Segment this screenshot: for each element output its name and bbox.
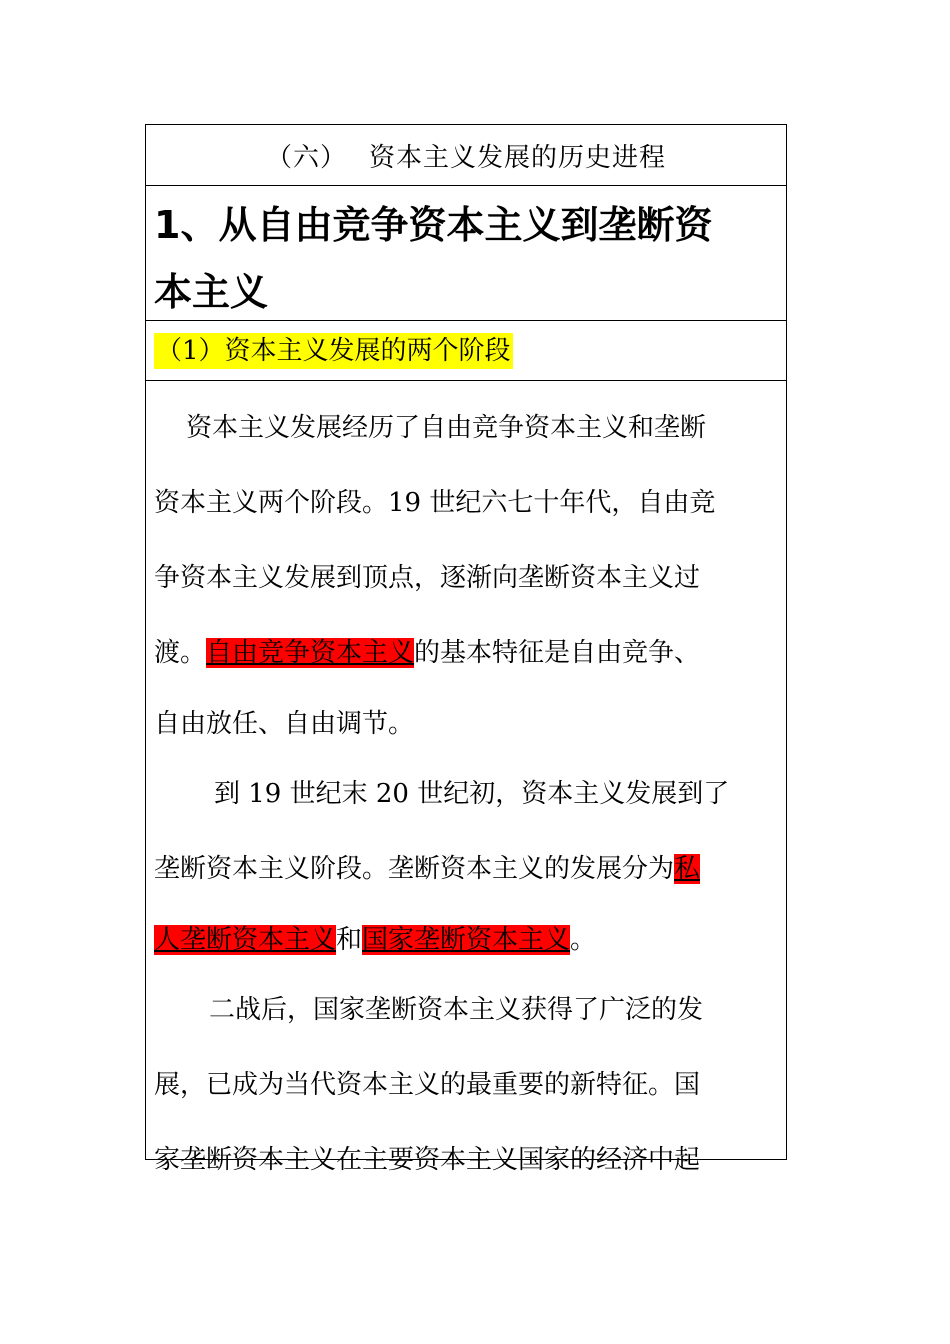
paragraph2-line-1: 到 19 世纪末 20 世纪初，资本主义发展到了 xyxy=(214,779,730,809)
body-row xyxy=(146,381,786,1198)
subheading-highlight: （1）资本主义发展的两个阶段 xyxy=(154,333,513,369)
paragraph1-line-5: 自由放任、自由调节。 xyxy=(154,709,415,739)
highlight-free-competition: 自由竞争资本主义 xyxy=(206,638,415,668)
paragraph1-line-3: 争资本主义发展到顶点，逐渐向垄断资本主义过 xyxy=(154,563,701,593)
highlight-state-monopoly: 国家垄断资本主义 xyxy=(362,925,571,955)
paragraph2-line-3 xyxy=(154,907,778,973)
paragraph2-line-3-mid: 和 xyxy=(336,925,363,955)
main-heading-line-2: 本主义 xyxy=(154,270,269,314)
paragraph1-line-1: 资本主义发展经历了自由竞争资本主义和垄断 xyxy=(186,413,707,443)
subheading-row xyxy=(146,321,786,381)
highlight-private-start: 私 xyxy=(674,854,701,884)
section-title-row xyxy=(146,125,786,186)
section-number: （六） xyxy=(265,142,347,173)
paragraph2-line-3-suffix: 。 xyxy=(570,925,597,955)
paragraph3-line-2: 展，已成为当代资本主义的最重要的新特征。国 xyxy=(154,1070,701,1100)
main-heading-row xyxy=(146,186,786,321)
paragraph2-line-2 xyxy=(154,832,778,907)
main-heading-line-1: 1、从自由竞争资本主义到垄断资 xyxy=(154,203,713,247)
paragraph1-line-2: 资本主义两个阶段。19 世纪六七十年代，自由竞 xyxy=(154,488,716,518)
paragraph3-line-1: 二战后，国家垄断资本主义获得了广泛的发 xyxy=(209,995,704,1025)
highlight-private-monopoly: 人垄断资本主义 xyxy=(154,925,337,955)
paragraph3-line-3: 家垄断资本主义在主要资本主义国家的经济中起 xyxy=(154,1145,701,1175)
document-table xyxy=(145,124,787,1175)
paragraph1-line-4-prefix: 渡。 xyxy=(154,638,207,668)
paragraph1-line-4-suffix: 的基本特征是自由竞争、 xyxy=(414,638,701,668)
paragraph1-line-4 xyxy=(154,616,778,691)
paragraph2-line-2-prefix: 垄断资本主义阶段。垄断资本主义的发展分为 xyxy=(154,854,675,884)
section-title: 资本主义发展的历史进程 xyxy=(369,142,667,173)
